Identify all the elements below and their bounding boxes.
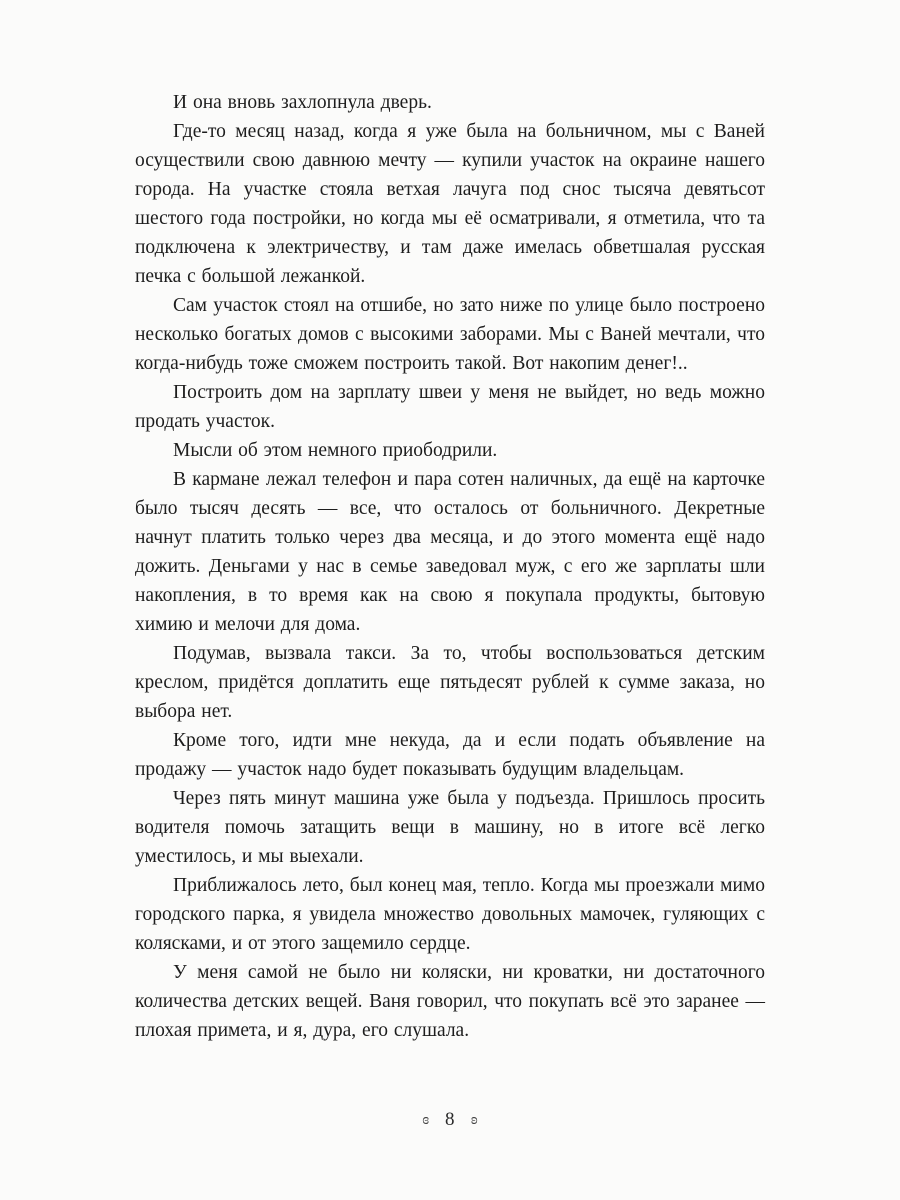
page-number: 8 xyxy=(445,1109,455,1130)
paragraph: Сам участок стоял на отшибе, но зато ниже по улице было построено несколько богатых домов с высокими заборами. Мы с Ваней мечтали, что когда-нибудь тоже сможем построить такой. Вот накопим денег!.. xyxy=(135,295,765,374)
paragraph: Через пять минут машина уже была у подъезда. Пришлось просить водителя помочь затащить вещи в машину, но в итоге всё легко уместилось, и мы выехали. xyxy=(135,788,765,867)
paragraph: Мысли об этом немного приободрили. xyxy=(173,440,498,461)
paragraph: Подумав, вызвала такси. За то, чтобы воспользоваться детским креслом, придётся доплатить еще пятьдесят рублей к сумме заказа, но выбора нет. xyxy=(135,643,765,722)
paragraph: В кармане лежал телефон и пара сотен наличных, да ещё на карточке было тысяч десять — все, что осталось от больничного. Декретные начнут платить только через два месяца, и до этого момента ещё надо дожить. Деньгами у нас в семье заведовал муж, с его же зарплаты шли накопления, в то время как на свою я покупала продукты, бытовую химию и мелочи для дома. xyxy=(135,469,765,635)
paragraph: Кроме того, идти мне некуда, да и если подать объявление на продажу — участок надо будет показывать будущим владельцам. xyxy=(135,730,765,780)
paragraph: Где-то месяц назад, когда я уже была на больничном, мы с Ваней осуществили свою давнюю мечту — купили участок на окраине нашего города. На участке стояла ветхая лачуга под снос тысяча девятьсот шестого года постройки, но когда мы её осматривали, я отметила, что та подключена к электричеству, и там даже имелась обветшалая русская печка с большой лежанкой. xyxy=(135,121,765,287)
page-footer xyxy=(0,1108,900,1133)
paragraph: У меня самой не было ни коляски, ни кроватки, ни достаточного количества детских вещей. Ваня говорил, что покупать всё это заранее — плохая примета, и я, дура, его слушала. xyxy=(135,962,765,1041)
fleuron-right-icon: ʚ xyxy=(471,1112,478,1128)
paragraph: Построить дом на зарплату швеи у меня не выйдет, но ведь можно продать участок. xyxy=(135,382,765,432)
paragraph: И она вновь захлопнула дверь. xyxy=(173,92,432,113)
text-block xyxy=(135,88,765,1045)
fleuron-left-icon: ɞ xyxy=(422,1112,429,1128)
paragraph: Приближалось лето, был конец мая, тепло. Когда мы проезжали мимо городского парка, я увидела множество довольных мамочек, гуляющих с колясками, и от этого защемило сердце. xyxy=(135,875,765,954)
